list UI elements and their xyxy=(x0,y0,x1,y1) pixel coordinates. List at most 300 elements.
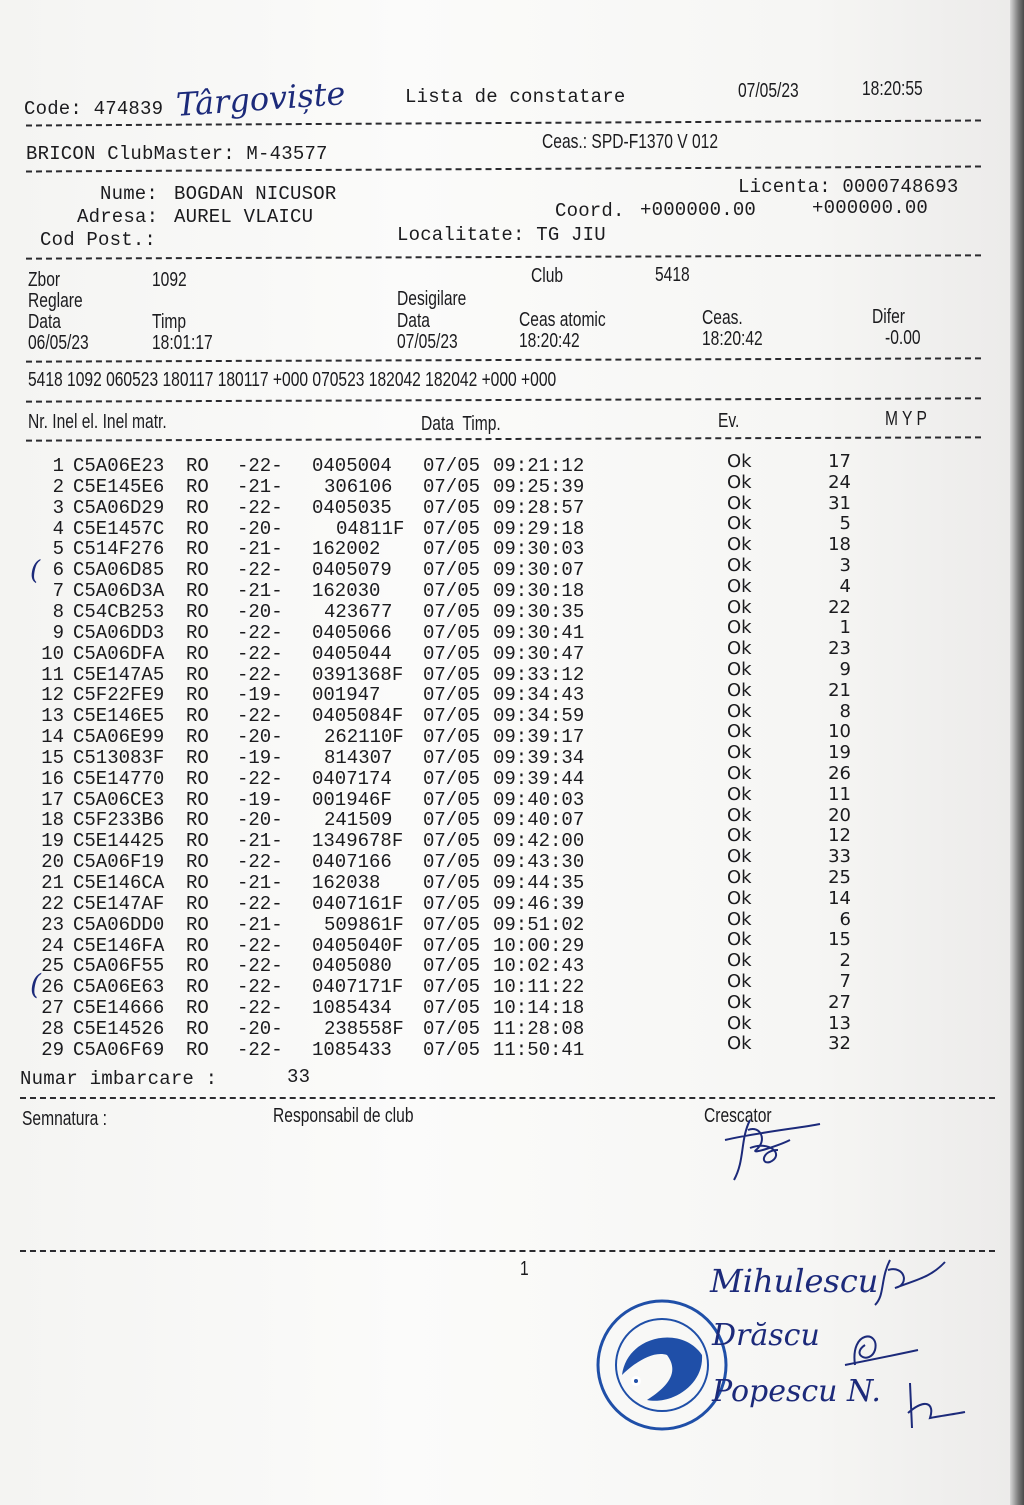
document-title: Lista de constatare xyxy=(405,86,626,108)
difference: -0.00 xyxy=(885,327,921,349)
cell-timp: 09:33:12 xyxy=(493,663,585,686)
cell-timp: 09:21:12 xyxy=(493,455,585,477)
breeder-signature-icon xyxy=(720,1110,830,1185)
boarding-count-label: Numar imbarcare : xyxy=(20,1068,218,1090)
cell-tara: RO xyxy=(186,580,209,603)
cell-nr: 19 xyxy=(41,830,64,853)
scan-edge-shadow xyxy=(1010,0,1024,1505)
cell-inel: C5A06CE3 xyxy=(73,788,165,811)
ceas-atomic-label: Ceas atomic xyxy=(519,309,606,331)
cell-an: -20- xyxy=(237,809,283,832)
cell-an: -21- xyxy=(237,830,283,853)
clubmaster-id: BRICON ClubMaster: M-43577 xyxy=(26,143,328,165)
cell-timp: 09:30:18 xyxy=(493,580,585,603)
cell-an: -21- xyxy=(237,913,283,936)
cell-tara: RO xyxy=(186,538,209,561)
cell-inel: C5A06DD3 xyxy=(73,621,165,644)
cell-matr: 238558F xyxy=(324,1017,404,1040)
cell-nr: 1 xyxy=(52,455,64,477)
cell-timp: 09:39:17 xyxy=(493,726,585,749)
page-number: 1 xyxy=(520,1258,529,1280)
print-date: 07/05/23 xyxy=(738,80,799,102)
committee-signature-icon xyxy=(840,1320,920,1375)
club-label: Club xyxy=(531,265,564,287)
cell-timp: 09:29:18 xyxy=(493,517,585,540)
zbor-label: Zbor xyxy=(28,269,61,291)
cell-timp: 10:14:18 xyxy=(493,997,585,1020)
cell-tara: RO xyxy=(186,475,209,498)
cell-pos: 6 xyxy=(839,908,851,930)
cell-tara: RO xyxy=(186,1038,209,1061)
cell-data: 07/05 xyxy=(423,851,481,874)
cell-ev: Ok xyxy=(727,950,752,972)
cell-data: 07/05 xyxy=(423,767,481,790)
cell-ev: Ok xyxy=(727,971,752,992)
cell-inel: C5A06F55 xyxy=(73,955,165,978)
nume-label: Nume: xyxy=(100,183,159,205)
cell-nr: 10 xyxy=(41,642,64,665)
cell-timp: 10:11:22 xyxy=(493,976,585,999)
cell-inel: C5F22FE9 xyxy=(73,684,165,707)
cell-inel: C5E14526 xyxy=(73,1017,165,1040)
cell-an: -22- xyxy=(237,559,283,582)
cell-timp: 09:39:44 xyxy=(493,767,585,790)
margin-pen-mark: ( xyxy=(30,968,41,1001)
reglare-timp-label: Timp xyxy=(152,311,187,333)
cell-ev: Ok xyxy=(727,908,752,930)
cell-tara: RO xyxy=(186,642,209,665)
cell-tara: RO xyxy=(186,705,209,728)
cell-an: -22- xyxy=(237,621,283,644)
cell-inel: C5E14666 xyxy=(73,997,165,1020)
cell-nr: 3 xyxy=(52,496,64,519)
cell-ev: Ok xyxy=(727,887,752,909)
cell-ev: Ok xyxy=(727,1012,752,1034)
cell-pos: 9 xyxy=(839,659,851,680)
cell-ev: Ok xyxy=(727,596,752,618)
margin-pen-mark: ( xyxy=(30,556,41,586)
cell-an: -19- xyxy=(237,684,283,707)
cell-pos: 13 xyxy=(828,1012,851,1034)
committee-name-3: Popescu N. xyxy=(712,1374,881,1409)
cell-nr: 24 xyxy=(41,934,64,957)
cell-an: -21- xyxy=(237,475,283,498)
cell-pos: 21 xyxy=(828,679,851,701)
cell-nr: 27 xyxy=(41,997,64,1020)
cell-ev: Ok xyxy=(727,679,752,701)
boarding-count: 33 xyxy=(287,1066,311,1088)
cell-matr: 162038 xyxy=(312,872,381,894)
owner-name: BOGDAN NICUSOR xyxy=(174,183,337,205)
cell-matr: 0405004 xyxy=(312,455,392,477)
ceas-label: Ceas. xyxy=(702,307,743,329)
cell-nr: 28 xyxy=(41,1017,64,1040)
reglare-date: 06/05/23 xyxy=(28,332,89,354)
cell-timp: 09:30:47 xyxy=(493,642,585,665)
cell-nr: 22 xyxy=(41,892,64,915)
difer-label: Difer xyxy=(872,306,905,328)
cell-tara: RO xyxy=(186,892,209,915)
cell-data: 07/05 xyxy=(423,621,481,644)
cell-ev: Ok xyxy=(727,659,752,680)
cell-timp: 09:51:02 xyxy=(493,913,585,936)
signature-label: Semnatura : xyxy=(22,1108,107,1130)
desig-data-label: Data xyxy=(397,310,430,332)
cell-matr: 0405040F xyxy=(312,934,404,957)
cell-matr: 0405035 xyxy=(312,496,392,519)
cell-timp: 09:30:03 xyxy=(493,538,585,561)
cell-ev: Ok xyxy=(727,534,752,556)
adresa-label: Adresa: xyxy=(77,206,159,228)
cell-ev: Ok xyxy=(727,638,752,660)
cell-matr: 1085434 xyxy=(312,997,392,1020)
cell-data: 07/05 xyxy=(423,913,481,936)
cell-ev: Ok xyxy=(727,929,752,951)
cell-data: 07/05 xyxy=(423,1017,481,1040)
coord-lon: +000000.00 xyxy=(812,197,929,219)
cell-data: 07/05 xyxy=(423,455,481,477)
cell-ev: Ok xyxy=(727,513,752,535)
column-header-myp: M Y P xyxy=(885,408,927,430)
cell-inel: C5A06E23 xyxy=(73,455,165,477)
cell-tara: RO xyxy=(186,684,209,707)
table-row xyxy=(0,1033,1000,1061)
cell-ev: Ok xyxy=(727,492,752,514)
cell-pos: 12 xyxy=(828,825,851,847)
cell-matr: 001946F xyxy=(312,788,392,811)
reglare-label: Reglare xyxy=(28,290,83,312)
cell-pos: 22 xyxy=(828,596,851,618)
cell-tara: RO xyxy=(186,746,209,769)
divider xyxy=(20,1097,995,1099)
cell-ev: Ok xyxy=(727,846,752,868)
cell-an: -22- xyxy=(237,496,283,519)
cell-inel: C5A06F69 xyxy=(73,1038,165,1061)
cell-nr: 16 xyxy=(41,767,64,790)
cell-an: -22- xyxy=(237,663,283,686)
cell-ev: Ok xyxy=(727,742,752,764)
cell-an: -20- xyxy=(237,517,283,540)
cell-an: -21- xyxy=(237,872,283,894)
cell-inel: C5E1457C xyxy=(73,517,165,540)
cell-matr: 162030 xyxy=(312,580,381,603)
club-number: 5418 xyxy=(655,264,690,286)
cell-pos: 31 xyxy=(828,492,851,514)
cell-tara: RO xyxy=(186,621,209,644)
cell-tara: RO xyxy=(186,955,209,978)
cell-nr: 12 xyxy=(41,684,64,707)
cell-pos: 11 xyxy=(828,783,851,805)
cell-nr: 17 xyxy=(41,788,64,811)
cell-nr: 29 xyxy=(41,1038,64,1061)
cell-ev: Ok xyxy=(727,555,752,576)
cell-nr: 6 xyxy=(52,559,64,582)
cell-inel: C513083F xyxy=(73,746,165,769)
cell-timp: 09:44:35 xyxy=(493,872,585,894)
cell-data: 07/05 xyxy=(423,746,481,769)
cell-ev: Ok xyxy=(727,575,752,597)
cell-timp: 09:30:41 xyxy=(493,621,585,644)
cell-tara: RO xyxy=(186,872,209,894)
flight-code-line: 5418 1092 060523 180117 180117 +000 070523 182042 182042 +000 +000 xyxy=(28,369,557,391)
cell-pos: 3 xyxy=(839,555,851,576)
cell-an: -22- xyxy=(237,767,283,790)
cell-pos: 7 xyxy=(839,971,851,992)
reglare-time: 18:01:17 xyxy=(152,332,213,354)
cell-pos: 24 xyxy=(828,471,851,493)
cell-matr: 0405079 xyxy=(312,559,392,582)
cell-pos: 14 xyxy=(828,887,851,909)
cell-ev: Ok xyxy=(727,763,752,784)
cell-data: 07/05 xyxy=(423,538,481,561)
cell-tara: RO xyxy=(186,600,209,623)
cell-inel: C54CB253 xyxy=(73,600,165,623)
cell-data: 07/05 xyxy=(423,809,481,832)
cell-data: 07/05 xyxy=(423,517,481,540)
cell-timp: 09:42:00 xyxy=(493,830,585,853)
cell-matr: 0405066 xyxy=(312,621,392,644)
cell-matr: 262110F xyxy=(324,726,404,749)
cell-pos: 17 xyxy=(828,451,851,472)
cell-ev: Ok xyxy=(727,700,752,722)
desigilare-label: Desigilare xyxy=(397,288,467,310)
cell-pos: 18 xyxy=(828,534,851,556)
cell-an: -22- xyxy=(237,851,283,874)
cell-ev: Ok xyxy=(727,991,752,1013)
club-responsible-label: Responsabil de club xyxy=(273,1105,414,1127)
column-header-rings: Nr. Inel el. Inel matr. xyxy=(28,411,167,433)
cell-timp: 09:34:43 xyxy=(493,684,585,707)
cell-matr: 0407174 xyxy=(312,767,392,790)
cell-tara: RO xyxy=(186,517,209,540)
cell-an: -22- xyxy=(237,705,283,728)
cell-ev: Ok xyxy=(727,1033,752,1055)
cell-timp: 09:39:34 xyxy=(493,746,585,769)
cell-inel: C5A06D85 xyxy=(73,559,165,582)
cell-inel: C5A06E63 xyxy=(73,976,165,999)
clock-time: 18:20:42 xyxy=(702,328,763,350)
handwritten-city: Târgoviște xyxy=(174,74,347,124)
cell-tara: RO xyxy=(186,976,209,999)
cell-data: 07/05 xyxy=(423,496,481,519)
committee-signature-icon xyxy=(900,1378,970,1433)
cell-matr: 509861F xyxy=(324,913,404,936)
cell-pos: 25 xyxy=(828,867,851,888)
cell-pos: 8 xyxy=(839,700,851,722)
cell-pos: 5 xyxy=(839,513,851,535)
cell-inel: C5E14425 xyxy=(73,830,165,853)
cell-data: 07/05 xyxy=(423,934,481,957)
cell-matr: 0405044 xyxy=(312,642,392,665)
cell-timp: 09:40:03 xyxy=(493,788,585,811)
cell-an: -22- xyxy=(237,642,283,665)
cell-nr: 11 xyxy=(41,663,64,686)
cell-inel: C5A06D3A xyxy=(73,580,165,603)
cell-inel: C5A06D29 xyxy=(73,496,165,519)
cell-matr: 04811F xyxy=(336,517,405,540)
cell-nr: 26 xyxy=(41,976,64,999)
cell-tara: RO xyxy=(186,788,209,811)
cell-matr: 0407166 xyxy=(312,851,392,874)
cell-timp: 09:28:57 xyxy=(493,496,585,519)
cell-tara: RO xyxy=(186,830,209,853)
cell-tara: RO xyxy=(186,934,209,957)
code-label: Code: 474839 xyxy=(24,98,164,120)
cell-pos: 27 xyxy=(828,991,851,1013)
cell-pos: 4 xyxy=(839,575,851,597)
atomic-clock-time: 18:20:42 xyxy=(519,330,580,352)
cell-data: 07/05 xyxy=(423,830,481,853)
cell-ev: Ok xyxy=(727,867,752,888)
cell-nr: 23 xyxy=(41,913,64,936)
cell-nr: 13 xyxy=(41,705,64,728)
committee-signature-icon xyxy=(870,1250,950,1310)
cell-timp: 09:30:35 xyxy=(493,600,585,623)
cell-data: 07/05 xyxy=(423,559,481,582)
column-header-date-time: Data Timp. xyxy=(421,413,501,435)
cell-data: 07/05 xyxy=(423,955,481,978)
cell-timp: 10:00:29 xyxy=(493,934,585,957)
breeder-label: Crescator xyxy=(704,1105,772,1127)
cell-nr: 21 xyxy=(41,872,64,894)
cell-inel: C5E146CA xyxy=(73,872,165,894)
cell-ev: Ok xyxy=(727,721,752,743)
cell-an: -22- xyxy=(237,892,283,915)
cell-pos: 15 xyxy=(828,929,851,951)
cell-ev: Ok xyxy=(727,471,752,493)
cell-ev: Ok xyxy=(727,825,752,847)
club-stamp-icon xyxy=(592,1295,732,1435)
cell-inel: C5A06E99 xyxy=(73,726,165,749)
cell-timp: 10:02:43 xyxy=(493,955,585,978)
flight-number: 1092 xyxy=(152,269,187,291)
cell-timp: 11:50:41 xyxy=(493,1038,585,1061)
cell-nr: 15 xyxy=(41,746,64,769)
cell-tara: RO xyxy=(186,663,209,686)
cell-data: 07/05 xyxy=(423,684,481,707)
cell-an: -22- xyxy=(237,1038,283,1061)
cell-nr: 14 xyxy=(41,726,64,749)
cell-data: 07/05 xyxy=(423,642,481,665)
cell-matr: 1349678F xyxy=(312,830,404,853)
cell-tara: RO xyxy=(186,809,209,832)
locality: Localitate: TG JIU xyxy=(397,224,606,246)
cell-inel: C5E147AF xyxy=(73,892,165,915)
cell-inel: C514F276 xyxy=(73,538,165,561)
cell-matr: 814307 xyxy=(324,746,393,769)
cell-tara: RO xyxy=(186,455,209,477)
divider xyxy=(20,1250,995,1252)
cell-timp: 09:40:07 xyxy=(493,809,585,832)
cell-an: -19- xyxy=(237,788,283,811)
cell-an: -21- xyxy=(237,580,283,603)
cell-matr: 241509 xyxy=(324,809,393,832)
cell-tara: RO xyxy=(186,851,209,874)
cell-matr: 0407161F xyxy=(312,892,404,915)
cell-nr: 7 xyxy=(52,580,64,603)
cell-tara: RO xyxy=(186,496,209,519)
cell-pos: 20 xyxy=(828,804,851,826)
cell-matr: 001947 xyxy=(312,684,381,707)
cell-timp: 09:30:07 xyxy=(493,559,585,582)
cell-pos: 32 xyxy=(828,1033,851,1055)
desigilare-date: 07/05/23 xyxy=(397,331,458,353)
cell-ev: Ok xyxy=(727,804,752,826)
cell-inel: C5E146E5 xyxy=(73,705,165,728)
cell-timp: 09:25:39 xyxy=(493,475,585,498)
cell-matr: 0391368F xyxy=(312,663,404,686)
cell-tara: RO xyxy=(186,1017,209,1040)
cell-nr: 25 xyxy=(41,955,64,978)
cell-data: 07/05 xyxy=(423,580,481,603)
cell-data: 07/05 xyxy=(423,663,481,686)
cell-an: -22- xyxy=(237,455,283,477)
cell-data: 07/05 xyxy=(423,997,481,1020)
cell-nr: 18 xyxy=(41,809,64,832)
cell-data: 07/05 xyxy=(423,872,481,894)
cell-pos: 23 xyxy=(828,638,851,660)
column-header-ev: Ev. xyxy=(718,410,740,432)
cell-nr: 4 xyxy=(52,517,64,540)
cell-inel: C5A06DD0 xyxy=(73,913,165,936)
reglare-data-label: Data xyxy=(28,311,61,333)
cell-data: 07/05 xyxy=(423,726,481,749)
cell-timp: 09:46:39 xyxy=(493,892,585,915)
cell-matr: 0405084F xyxy=(312,705,404,728)
cell-an: -22- xyxy=(237,934,283,957)
cell-pos: 2 xyxy=(839,950,851,972)
cell-an: -20- xyxy=(237,600,283,623)
cell-data: 07/05 xyxy=(423,600,481,623)
cell-an: -22- xyxy=(237,955,283,978)
committee-name-2: Drăscu xyxy=(712,1318,820,1353)
cell-data: 07/05 xyxy=(423,475,481,498)
owner-address: AUREL VLAICU xyxy=(174,206,314,228)
cell-pos: 10 xyxy=(828,721,851,743)
cell-an: -21- xyxy=(237,538,283,561)
cell-data: 07/05 xyxy=(423,788,481,811)
cell-timp: 11:28:08 xyxy=(493,1017,585,1040)
cell-data: 07/05 xyxy=(423,892,481,915)
cell-matr: 0405080 xyxy=(312,955,392,978)
clock-model: Ceas.: SPD-F1370 V 012 xyxy=(542,131,719,153)
cell-pos: 33 xyxy=(828,846,851,868)
cod-post-label: Cod Post.: xyxy=(40,229,157,251)
cell-an: -20- xyxy=(237,1017,283,1040)
cell-ev: Ok xyxy=(727,783,752,805)
coord-lat: +000000.00 xyxy=(640,199,757,221)
print-time: 18:20:55 xyxy=(862,78,923,100)
cell-inel: C5F233B6 xyxy=(73,809,165,832)
cell-nr: 5 xyxy=(52,538,64,561)
cell-tara: RO xyxy=(186,913,209,936)
cell-an: -20- xyxy=(237,726,283,749)
cell-an: -22- xyxy=(237,976,283,999)
cell-matr: 423677 xyxy=(324,600,393,623)
cell-data: 07/05 xyxy=(423,1038,481,1061)
cell-pos: 19 xyxy=(828,742,851,764)
cell-an: -22- xyxy=(237,997,283,1020)
cell-inel: C5E145E6 xyxy=(73,475,165,498)
cell-ev: Ok xyxy=(727,617,752,639)
cell-matr: 306106 xyxy=(324,475,393,498)
cell-data: 07/05 xyxy=(423,976,481,999)
cell-nr: 2 xyxy=(52,475,64,498)
cell-inel: C5E147A5 xyxy=(73,663,165,686)
cell-nr: 9 xyxy=(52,621,64,644)
cell-ev: Ok xyxy=(727,451,752,472)
cell-inel: C5A06F19 xyxy=(73,851,165,874)
